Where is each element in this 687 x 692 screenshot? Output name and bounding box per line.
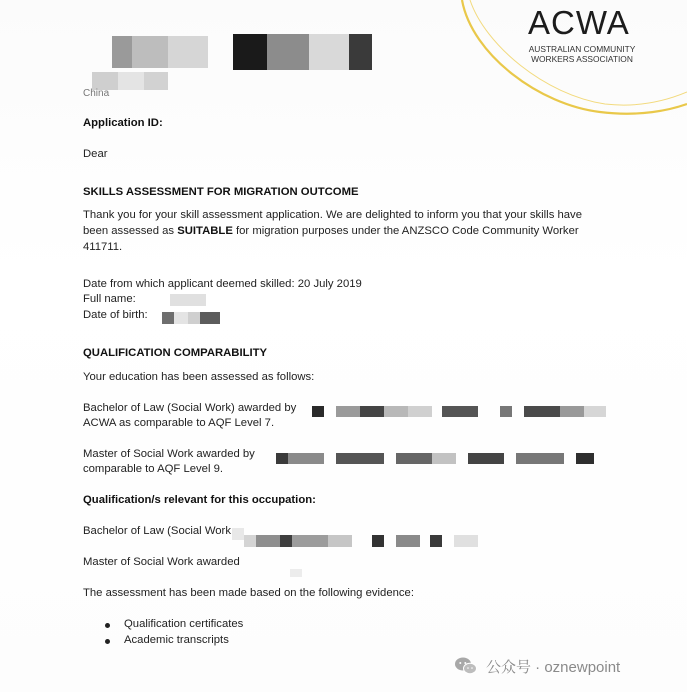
redact-block [336, 406, 360, 417]
redact-block [168, 36, 208, 68]
redact-block [276, 453, 288, 464]
redact-block [360, 406, 384, 417]
redacted-dob [162, 312, 222, 324]
wechat-icon [454, 656, 478, 676]
redact-block [309, 34, 349, 70]
redact-block [112, 36, 132, 68]
redact-block [188, 312, 200, 324]
full-name-label: Full name: [83, 293, 136, 305]
redact-block [396, 453, 432, 464]
redacted-full-name [170, 294, 206, 306]
relevant-qualifications-heading: Qualification/s relevant for this occupation: [83, 494, 316, 506]
relevant-qualification-1: Bachelor of Law (Social Work [83, 525, 231, 537]
redact-block [396, 535, 420, 547]
redact-block [468, 453, 504, 464]
redacted-institution-2 [276, 453, 596, 464]
redact-block [408, 406, 432, 417]
qualification-2-line-1: Master of Social Work awarded by [83, 448, 255, 460]
suitable-result: SUITABLE [177, 225, 233, 237]
redact-block [256, 535, 280, 547]
outcome-line-2-pre: been assessed as [83, 225, 178, 237]
redacted-relevant-2-tail [290, 569, 302, 577]
relevant-qualification-2: Master of Social Work awarded [83, 556, 240, 568]
outcome-heading: SKILLS ASSESSMENT FOR MIGRATION OUTCOME [83, 186, 359, 198]
redact-block [174, 312, 188, 324]
redact-block [442, 406, 478, 417]
redact-block [500, 406, 512, 417]
acwa-logo: ACWA [528, 4, 630, 41]
watermark-text: 公众号 · oznewpoint [486, 658, 621, 676]
redact-block [524, 406, 560, 417]
qualification-intro: Your education has been assessed as follows: [83, 371, 315, 383]
redact-block [292, 535, 328, 547]
redact-block [328, 535, 352, 547]
anzsco-code: 411711. [83, 241, 123, 253]
redact-block [162, 312, 174, 324]
redact-block [288, 453, 324, 464]
address-country: China [83, 88, 110, 99]
org-name-line-1: AUSTRALIAN COMMUNITY [528, 44, 636, 54]
redact-block [576, 453, 594, 464]
qualification-2-line-2: comparable to AQF Level 9. [83, 463, 224, 475]
redact-block [132, 36, 168, 68]
redact-block [560, 406, 584, 417]
redact-block [584, 406, 606, 417]
redacted-relevant-1 [232, 528, 244, 540]
redact-block [454, 535, 478, 547]
redact-block [200, 312, 220, 324]
redact-block [432, 453, 456, 464]
outcome-line-2-post: for migration purposes under the ANZSCO Code Community Worker [232, 225, 579, 237]
evidence-item-1: Qualification certificates [124, 618, 244, 630]
redact-block [384, 406, 408, 417]
redacted-institution-1 [312, 406, 608, 417]
bullet-icon [105, 623, 110, 628]
salutation: Dear [83, 148, 108, 160]
redact-block [118, 72, 144, 90]
redact-block [233, 34, 267, 70]
application-id-label: Application ID: [83, 117, 163, 129]
redact-block [312, 406, 324, 417]
evidence-intro: The assessment has been made based on the following evidence: [83, 587, 414, 599]
qualification-1-line-2: ACWA as comparable to AQF Level 7. [83, 417, 275, 429]
org-name-line-2: WORKERS ASSOCIATION [531, 54, 633, 64]
redact-block [336, 453, 384, 464]
redact-block [267, 34, 309, 70]
evidence-item-2: Academic transcripts [124, 634, 229, 646]
redact-block [372, 535, 384, 547]
wechat-watermark [454, 656, 620, 676]
dob-label: Date of birth: [83, 309, 148, 321]
bullet-icon [105, 639, 110, 644]
qualification-heading: QUALIFICATION COMPARABILITY [83, 347, 268, 359]
redacted-relevant-2 [244, 535, 484, 547]
redact-block [144, 72, 168, 90]
redact-block [349, 34, 372, 70]
outcome-line-1: Thank you for your skill assessment application. We are delighted to inform you that your skills have [83, 209, 582, 221]
redact-block [244, 535, 256, 547]
redact-block [430, 535, 442, 547]
redact-block [280, 535, 292, 547]
redact-block [516, 453, 564, 464]
date-deemed-skilled: Date from which applicant deemed skilled: 20 July 2019 [83, 278, 362, 290]
acwa-org-name [522, 44, 642, 64]
qualification-1-line-1: Bachelor of Law (Social Work) awarded by [83, 402, 297, 414]
redacted-recipient-name [92, 34, 374, 70]
outcome-line-2 [83, 225, 579, 237]
